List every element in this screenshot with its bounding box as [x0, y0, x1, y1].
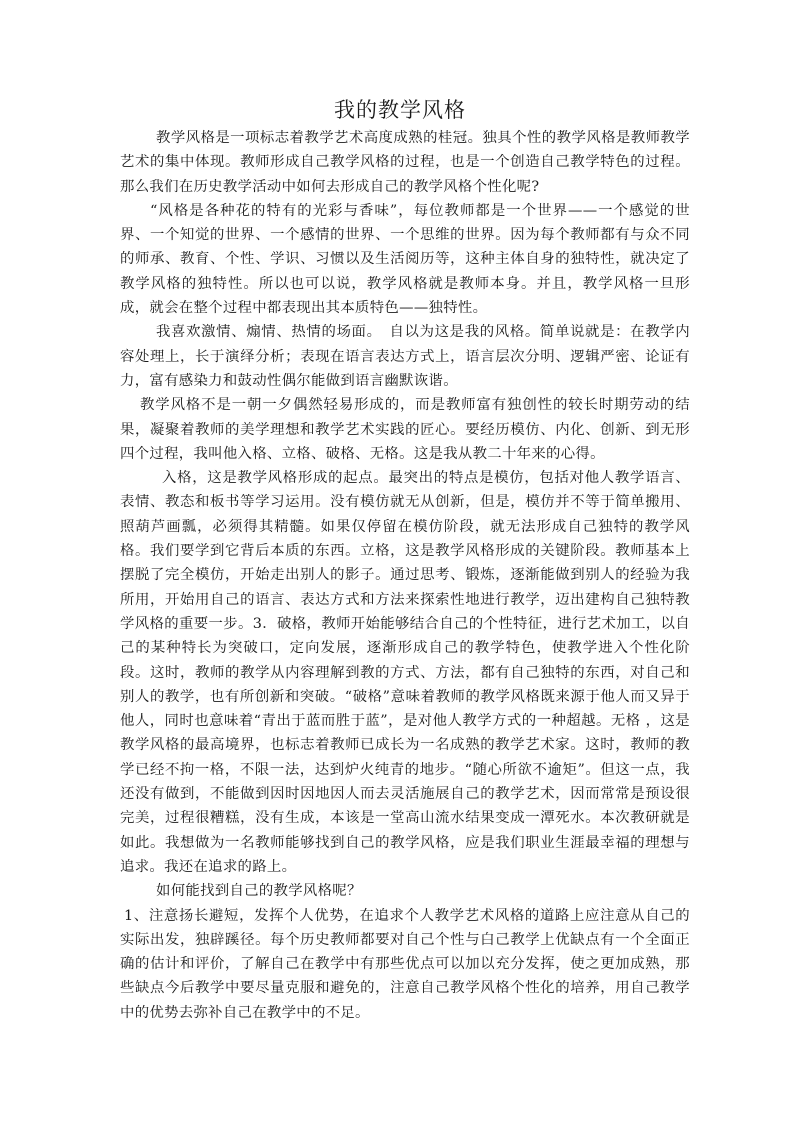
paragraph-question: 如何能找到自己的教学风格呢？: [156, 883, 362, 900]
paragraph-formation: 教学风格不是一朝一夕偶然轻易形成的，而是教师富有独创性的较长时期劳动的结果，凝聚着教师的美学理想和教学艺术实践的匠心。要经历模仿、内化、创新、到无形四个过程，我叫他入格、立格、破格、无格。这是我从教二十年来的心得。: [120, 397, 690, 462]
paragraph-my-style: 我喜欢激情、煽情、热情的场面。 自以为这是我的风格。简单说就是：在教学内容处理上，长于演绎分析；表现在语言表达方式上，语言层次分明、逻辑严密、论证有力，富有感染力和鼓动性偶尔能做到语言幽默诙谐。: [120, 324, 690, 389]
paragraph-intro: 教学风格是一项标志着教学艺术高度成熟的桂冠。独具个性的教学风格是教师教学艺术的集中体现。教师形成自己教学风格的过程，也是一个创造自己教学特色的过程。那么我们在历史教学活动中如何去形成自己的教学风格个性化呢?: [120, 130, 690, 195]
document-title: 我的教学风格: [334, 98, 466, 122]
paragraph-four-stages: 入格，这是教学风格形成的起点。最突出的特点是模仿，包括对他人教学语言、表情、教态和板书等学习运用。没有模仿就无从创新，但是，模仿并不等于简单搬用、照葫芦画瓢，必须得其精髓。如果仅停留在模仿阶段，就无法形成自己独特的教学风格。我们要学到它背后本质的东西。立格，这是教学风格形成的关键阶段。教师基本上摆脱了完全模仿，开始走出别人的影子。通过思考、锻炼，逐渐能做到别人的经验为我所用，开始用自己的语言、表达方式和方法来探索性地进行教学，迈出建构自己独特教学风格的重要一步。3．破格，教师开始能够结合自己的个性特征，进行艺术加工，以自己的某种特长为突破口，定向发展，逐渐形成自己的教学特色，使教学进入个性化阶段。这时，教师的教学从内容理解到教的方式、方法，都有自己独特的东西，对自己和别人的教学，也有所创新和突破。“破格”意味着教师的教学风格既来源于他人而又异于他人，同时也意味着“青出于蓝而胜于蓝”，是对他人教学方式的一种超越。无格 ，这是教学风格的最高境界，也标志着教师已成长为一名成熟的教学艺术家。这时，教师的教学已经不拘一格，不限一法，达到炉火纯青的地步。“随心所欲不逾矩”。但这一点，我还没有做到，不能做到因时因地因人而去灵活施展自己的教学艺术，因而常常是预设很完美，过程很糟糕，没有生成，本该是一堂高山流水结果变成一潭死水。本次教研就是如此。我想做为一名教师能够找到自己的教学风格，应是我们职业生涯最幸福的理想与追求。我还在追求的路上。: [120, 470, 690, 875]
paragraph-style-quote: “风格是各种花的特有的光彩与香味”，每位教师都是一个世界——一个感觉的世界、一个知觉的世界、一个感情的世界、一个思维的世界。因为每个教师都有与众不同的师承、教育、个性、学识、习惯以及生活阅历等，这种主体自身的独特性，就决定了教学风格的独特性。所以也可以说，教学风格就是教师本身。并且，教学风格一旦形成，就会在整个过程中都表现出其本质特色——独特性。: [120, 202, 690, 317]
paragraph-point-1: 1、注意扬长避短，发挥个人优势，在追求个人教学艺术风格的道路上应注意从自己的实际出发，独辟蹊径。每个历史教师都要对自己个性与白己教学上优缺点有一个全面正确的估计和评价，了解自己在教学中有那些优点可以加以充分发挥，使之更加成熟，那些缺点今后教学中要尽量克服和避免的，注意自己教学风格个性化的培养，用自己教学中的优势去弥补自己在教学中的不足。: [120, 907, 690, 1021]
document-body: [120, 126, 690, 1025]
